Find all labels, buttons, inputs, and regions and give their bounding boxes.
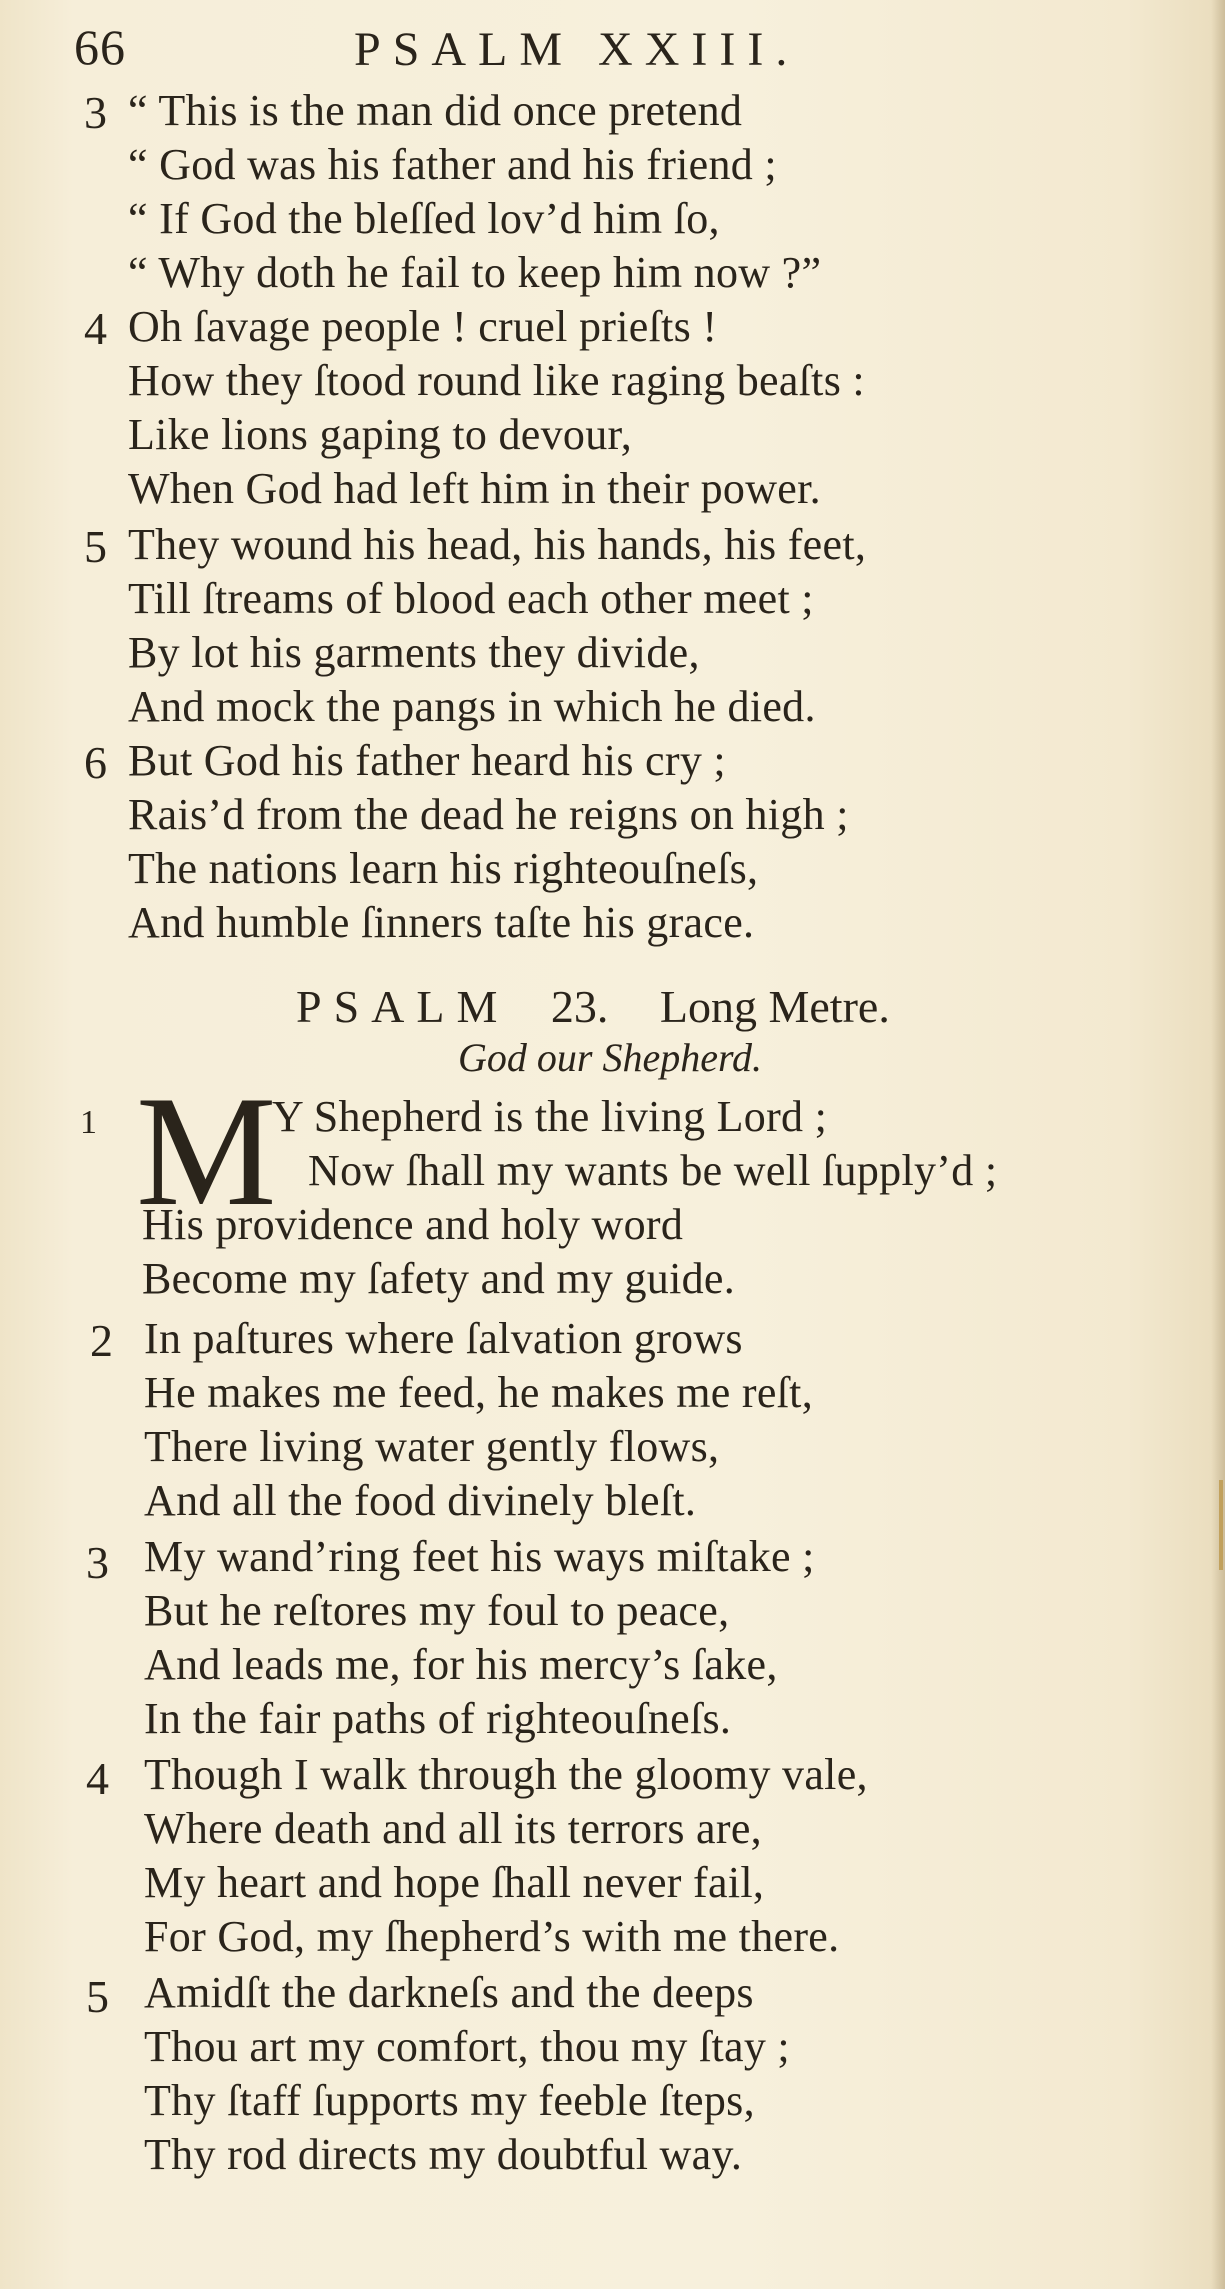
page-edge-shadow — [1211, 0, 1225, 2289]
verse-line: Y Shepherd is the living Lord ; — [272, 1092, 828, 1141]
verse-line: He makes me feed, he makes me reſt, — [144, 1368, 813, 1417]
page-header — [74, 18, 1134, 80]
verse-line: Thy rod directs my doubtful way. — [144, 2130, 743, 2179]
verse-line: Become my ſafety and my guide. — [142, 1254, 736, 1303]
verse-line: How they ſtood round like raging beaſts : — [128, 356, 865, 405]
verse-line: In the fair paths of righteouſneſs. — [144, 1694, 732, 1743]
verse-line: For God, my ſhepherd’s with me there. — [144, 1912, 840, 1961]
verse-line: Thou art my comfort, thou my ſtay ; — [144, 2022, 790, 2071]
verse-line: My heart and hope ſhall never fail, — [144, 1858, 765, 1907]
verse-number: 6 — [84, 737, 107, 788]
verse-number: 2 — [90, 1315, 113, 1366]
verse-line: Oh ſavage people ! cruel prieſts ! — [128, 302, 718, 351]
verse-number: 4 — [84, 303, 107, 354]
drop-cap: M — [136, 1064, 277, 1239]
verse-number: 3 — [86, 1537, 109, 1588]
verse-line: Now ſhall my wants be well ſupply’d ; — [308, 1146, 998, 1195]
verse-line: “ This is the man did once pretend — [128, 86, 743, 135]
psalm-label: PSALM — [296, 981, 510, 1032]
verse-line: Thy ſtaff ſupports my feeble ſteps, — [144, 2076, 755, 2125]
verse-number: 4 — [86, 1753, 109, 1804]
psalm-number: 23. — [550, 981, 609, 1032]
verse-line: Like lions gaping to devour, — [128, 410, 633, 459]
verse-line: “ Why doth he fail to keep him now ?” — [128, 248, 822, 297]
verse-line: But he reſtores my foul to peace, — [144, 1586, 730, 1635]
verse-number: 3 — [84, 87, 107, 138]
verse-line: Amidſt the darkneſs and the deeps — [144, 1968, 754, 2017]
running-head: PSALM XXIII. — [354, 23, 800, 76]
verse-line: When God had left him in their power. — [128, 464, 821, 513]
verse-number: 5 — [86, 1971, 109, 2022]
verse-number: 1 — [80, 1104, 97, 1141]
psalm-heading — [296, 980, 890, 1033]
verse-line: “ God was his father and his friend ; — [128, 140, 777, 189]
verse-line: There living water gently flows, — [144, 1422, 720, 1471]
verse-line: But God his father heard his cry ; — [128, 736, 726, 785]
verse-line: Till ſtreams of blood each other meet ; — [128, 574, 814, 623]
verse-line: Rais’d from the dead he reigns on high ; — [128, 790, 849, 839]
verse-line: His providence and holy word — [142, 1200, 684, 1249]
psalm-subtitle: God our Shepherd. — [458, 1035, 763, 1080]
verse-line: Where death and all its terrors are, — [144, 1804, 762, 1853]
verse-line: And leads me, for his mercy’s ſake, — [144, 1640, 778, 1689]
verse-line: “ If God the bleſſed lov’d him ſo, — [128, 194, 720, 243]
verse-line: In paſtures where ſalvation grows — [144, 1314, 743, 1363]
page-stain — [1219, 1480, 1223, 1570]
verse-line: My wand’ring feet his ways miſtake ; — [144, 1532, 815, 1581]
verse-number: 5 — [84, 521, 107, 572]
verse-line: And all the food divinely bleſt. — [144, 1476, 697, 1525]
verse-line: And humble ſinners taſte his grace. — [128, 898, 755, 947]
psalm-metre: Long Metre. — [659, 981, 890, 1032]
verse-line: Though I walk through the gloomy vale, — [144, 1750, 868, 1799]
verse-line: By lot his garments they divide, — [128, 628, 700, 677]
page-number: 66 — [74, 19, 126, 75]
verse-line: The nations learn his righteouſneſs, — [128, 844, 759, 893]
verse-line: And mock the pangs in which he died. — [128, 682, 816, 731]
verse-line: They wound his head, his hands, his feet, — [128, 520, 867, 569]
